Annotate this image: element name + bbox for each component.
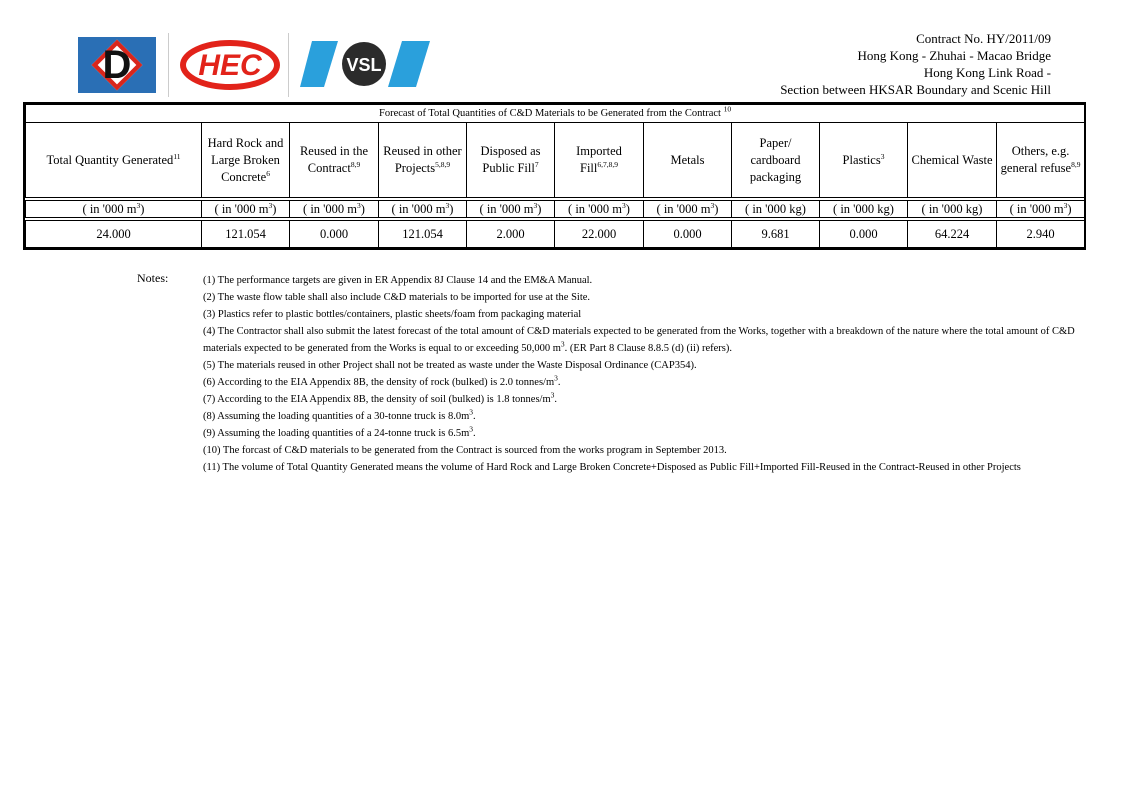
unit-cell: ( in '000 $m^3$)	[290, 201, 379, 218]
value-cell: 121.054	[202, 221, 290, 248]
vsl-logo-text: VSL	[346, 55, 382, 75]
value-cell: 2.000	[467, 221, 555, 248]
unit-cell: ( in '000 kg)	[908, 201, 997, 218]
note-item: (5) The materials reused in other Project shall not be treated as waste under the Waste Disposal Ordinance (CAP354).	[203, 360, 697, 371]
unit-cell: ( in '000 $m^3$)	[202, 201, 290, 218]
unit-cell: ( in '000 $m^3$)	[26, 201, 202, 218]
value-cell: 22.000	[555, 221, 644, 248]
notes-label: Notes:	[137, 271, 169, 285]
contract-number: Contract No. HY/2011/09	[916, 31, 1051, 46]
value-cell: 0.000	[290, 221, 379, 248]
column-header: Metals	[644, 123, 732, 198]
value-cell: 24.000	[26, 221, 202, 248]
note-item: (2) The waste flow table shall also include C&D materials to be imported for use at the Site.	[203, 292, 591, 303]
column-header: Reused in other Projects$^{5,8,9}$	[379, 123, 467, 198]
value-cell: 2.940	[997, 221, 1085, 248]
column-header: Paper/ cardboard packaging	[732, 123, 820, 198]
chec-logo	[180, 39, 280, 91]
column-header: Imported Fill$^{6,7,8,9}$	[555, 123, 644, 198]
unit-cell: ( in '000 $m^3$)	[467, 201, 555, 218]
column-header: Others, e.g. general refuse$^{8,9}$	[997, 123, 1085, 198]
chec-logo-text: HEC	[198, 49, 262, 82]
unit-cell: ( in '000 kg)	[732, 201, 820, 218]
logo-divider	[168, 33, 169, 97]
note-item: (9) Assuming the loading quantities of a 24-tonne truck is $6.5m^3$.	[203, 424, 476, 439]
contract-header	[780, 30, 1051, 98]
column-header: Disposed as Public Fill$^7$	[467, 123, 555, 198]
dragages-logo-letter: D	[102, 43, 132, 87]
column-header: Hard Rock and Large Broken Concrete$^6$	[202, 123, 290, 198]
column-header: Plastics$^3$	[820, 123, 908, 198]
value-cell: 0.000	[820, 221, 908, 248]
unit-cell: ( in '000 $m^3$)	[997, 201, 1085, 218]
note-item: (1) The performance targets are given in ER Appendix 8J Clause 14 and the EM&A Manual.	[203, 275, 593, 286]
project-section: Section between HKSAR Boundary and Scenic Hill	[780, 82, 1051, 97]
value-cell: 9.681	[732, 221, 820, 248]
note-item: (7) According to the EIA Appendix 8B, the density of soil (bulked) is 1.8 tonnes/$m^3$.	[203, 390, 558, 405]
note-item: (3) Plastics refer to plastic bottles/containers, plastic sheets/foam from packaging material	[203, 309, 582, 320]
dragages-logo	[78, 37, 156, 93]
project-subtitle: Hong Kong Link Road -	[923, 65, 1051, 80]
unit-cell: ( in '000 $m^3$)	[644, 201, 732, 218]
unit-cell: ( in '000 $m^3$)	[555, 201, 644, 218]
logo-divider	[288, 33, 289, 97]
logo-group	[78, 33, 438, 97]
column-header: Reused in the Contract$^{8,9}$	[290, 123, 379, 198]
note-item: (11) The volume of Total Quantity Generated means the volume of Hard Rock and Large Broken Concrete+Disposed as Public Fill+Imported Fill-Reused in the Contract-Reused in other Projects	[203, 462, 1021, 473]
column-header: Chemical Waste	[908, 123, 997, 198]
note-item: (4) The Contractor shall also submit the latest forecast of the total amount of C&D materials expected to be generated from the Works, together with a breakdown of the nature where the total amount of C&D materials expected to be generated from the Works is equal to or exceeding 50,000 $m^3$. (ER Part 8 Clause 8.8.5 (d) (ii) refers).	[203, 326, 1075, 354]
value-cell: 64.224	[908, 221, 997, 248]
column-header: Total Quantity Generated$^{11}$	[26, 123, 202, 198]
note-item: (6) According to the EIA Appendix 8B, the density of rock (bulked) is 2.0 tonnes/$m^3$.	[203, 373, 561, 388]
forecast-table	[23, 102, 1086, 250]
notes-list	[203, 272, 1093, 476]
vsl-logo	[300, 41, 430, 87]
value-cell: 121.054	[379, 221, 467, 248]
project-name: Hong Kong - Zhuhai - Macao Bridge	[857, 48, 1051, 63]
unit-cell: ( in '000 $m^3$)	[379, 201, 467, 218]
table-title: Forecast of Total Quantities of C&D Materials to be Generated from the Contract $^{10}$	[26, 105, 1085, 123]
note-item: (10) The forcast of C&D materials to be generated from the Contract is sourced from the works program in September 2013.	[203, 445, 727, 456]
unit-cell: ( in '000 kg)	[820, 201, 908, 218]
value-cell: 0.000	[644, 221, 732, 248]
note-item: (8) Assuming the loading quantities of a 30-tonne truck is $8.0m^3$.	[203, 407, 476, 422]
